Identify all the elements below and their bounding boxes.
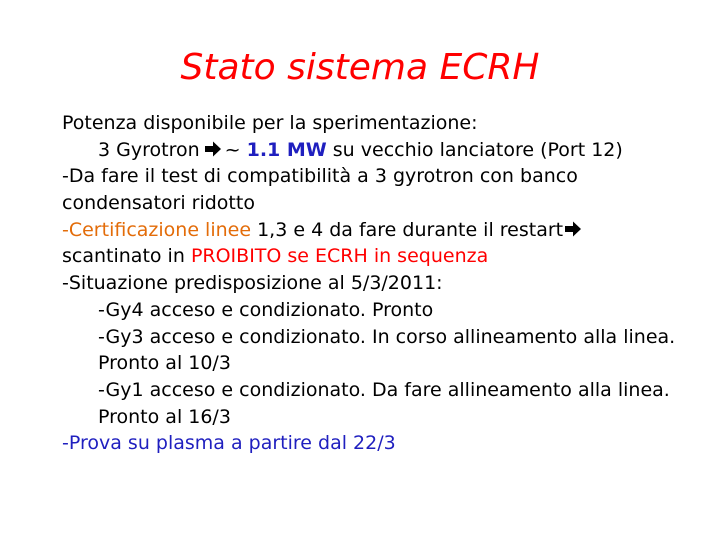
scantinato-text: scantinato in [62, 245, 185, 268]
right-arrow-icon [204, 140, 222, 158]
body-line-13: -Prova su plasma a partire dal 22/3 [62, 432, 396, 455]
power-value: 1.1 MW [246, 138, 327, 161]
body-line-6 [62, 243, 702, 270]
body-line-1: Potenza disponibile per la sperimentazione: [62, 112, 478, 134]
body-line-7: -Situazione predisposizione al 5/3/2011: [62, 272, 443, 295]
body-line-11: -Gy1 acceso e condizionato. Da fare allineamento alla linea. [98, 378, 670, 401]
right-arrow-icon [564, 220, 582, 238]
body-line-4: condensatori ridotto [62, 192, 255, 215]
body-line-3: -Da fare il test di compatibilità a 3 gyrotron con banco [62, 165, 578, 188]
tilde-text: ~ [224, 138, 241, 161]
body-line-5 [62, 217, 702, 244]
slide-body [62, 110, 702, 457]
body-line-12: Pronto al 16/3 [98, 405, 231, 428]
body-line-9: -Gy3 acceso e condizionato. In corso allineamento alla linea. [98, 325, 676, 348]
slide-title: Stato sistema ECRH [180, 47, 540, 88]
proibito-text: PROIBITO se ECRH in sequenza [190, 245, 489, 268]
certificazione-text: -Certificazione linee [62, 218, 252, 241]
gyrotron-count-text: 3 Gyrotron [98, 138, 200, 161]
body-line-2 [62, 137, 702, 164]
launcher-text: su vecchio lanciatore (Port 12) [332, 138, 623, 161]
certificazione-rest-text: 1,3 e 4 da fare durante il restart [257, 218, 564, 241]
body-line-10: Pronto al 10/3 [98, 352, 231, 375]
body-line-8: -Gy4 acceso e condizionato. Pronto [98, 298, 434, 321]
